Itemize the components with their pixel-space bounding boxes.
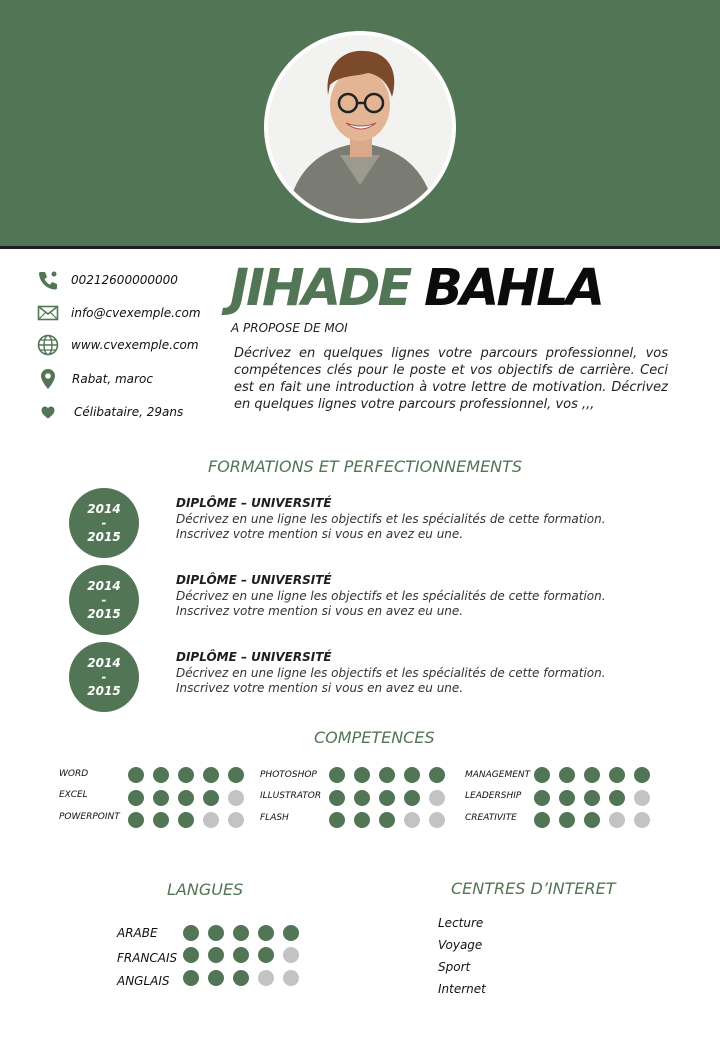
skill-rating — [128, 767, 253, 783]
skill-label: POWERPOINT — [59, 812, 120, 822]
language-label: FRANCAIS — [117, 951, 178, 965]
skill-label: ILLUSTRATOR — [260, 791, 322, 801]
rating-dot-filled — [559, 767, 575, 783]
rating-dot-filled — [379, 812, 395, 828]
formation-year-separator: - — [101, 670, 107, 684]
rating-dot-filled — [329, 790, 345, 806]
rating-dot-filled — [584, 767, 600, 783]
language-label: ARABE — [117, 926, 158, 940]
skill-label: PHOTOSHOP — [260, 770, 317, 780]
phone-icon — [36, 269, 60, 291]
rating-dot-empty — [228, 790, 244, 806]
language-rating — [183, 925, 308, 941]
skill-label: CREATIVITE — [465, 813, 517, 823]
contact-website-text[interactable]: www.cvexemple.com — [71, 338, 199, 352]
skill-label: EXCEL — [59, 790, 88, 800]
location-pin-icon — [36, 368, 60, 390]
interest-item: Sport — [438, 960, 471, 974]
formation-year-start: 2014 — [87, 579, 121, 593]
contact-status — [36, 401, 183, 423]
rating-dot-filled — [429, 767, 445, 783]
rating-dot-filled — [329, 812, 345, 828]
formation-year-start: 2014 — [87, 502, 121, 516]
rating-dot-filled — [584, 812, 600, 828]
rating-dot-filled — [534, 790, 550, 806]
rating-dot-filled — [559, 812, 575, 828]
skill-rating — [534, 790, 659, 806]
formation-year-end: 2015 — [87, 607, 121, 621]
profile-photo — [264, 31, 456, 223]
header-divider — [0, 246, 720, 249]
skill-rating — [329, 790, 454, 806]
contact-website — [36, 334, 199, 356]
rating-dot-filled — [178, 767, 194, 783]
rating-dot-filled — [178, 790, 194, 806]
rating-dot-filled — [609, 767, 625, 783]
rating-dot-filled — [404, 767, 420, 783]
rating-dot-filled — [233, 925, 249, 941]
formation-description: Décrivez en une ligne les objectifs et les spécialités de cette formation. Inscrivez votre mention si vous en avez eu une. — [176, 666, 606, 695]
contact-location-text: Rabat, maroc — [72, 372, 153, 386]
rating-dot-filled — [203, 767, 219, 783]
rating-dot-filled — [258, 925, 274, 941]
rating-dot-empty — [258, 970, 274, 986]
skill-rating — [329, 812, 454, 828]
language-rating — [183, 947, 308, 963]
formation-year-start: 2014 — [87, 656, 121, 670]
rating-dot-filled — [183, 970, 199, 986]
rating-dot-filled — [128, 767, 144, 783]
formation-title: DIPLÔME – UNIVERSITÉ — [176, 496, 332, 510]
skill-label: WORD — [59, 769, 89, 779]
rating-dot-filled — [584, 790, 600, 806]
first-name: JIHADE — [230, 259, 410, 318]
rating-dot-filled — [354, 767, 370, 783]
rating-dot-filled — [329, 767, 345, 783]
about-title: A PROPOSE DE MOI — [231, 321, 348, 335]
formation-year-end: 2015 — [87, 684, 121, 698]
rating-dot-filled — [559, 790, 575, 806]
skill-rating — [128, 812, 253, 828]
envelope-icon — [36, 302, 60, 324]
rating-dot-filled — [534, 767, 550, 783]
rating-dot-filled — [128, 790, 144, 806]
language-label: ANGLAIS — [117, 974, 170, 988]
rating-dot-empty — [283, 970, 299, 986]
contact-phone — [36, 269, 178, 291]
rating-dot-filled — [128, 812, 144, 828]
rating-dot-filled — [208, 970, 224, 986]
rating-dot-filled — [153, 812, 169, 828]
formation-description: Décrivez en une ligne les objectifs et les spécialités de cette formation. Inscrivez votre mention si vous en avez eu une. — [176, 512, 606, 541]
rating-dot-filled — [258, 947, 274, 963]
rating-dot-filled — [208, 947, 224, 963]
skill-rating — [128, 790, 253, 806]
formation-year-end: 2015 — [87, 530, 121, 544]
formations-title: FORMATIONS ET PERFECTIONNEMENTS — [208, 457, 523, 476]
formation-years — [69, 642, 139, 712]
rating-dot-empty — [609, 812, 625, 828]
skill-label: LEADERSHIP — [465, 791, 522, 801]
rating-dot-empty — [404, 812, 420, 828]
skill-rating — [329, 767, 454, 783]
rating-dot-filled — [203, 790, 219, 806]
langues-title: LANGUES — [167, 880, 244, 899]
rating-dot-filled — [233, 947, 249, 963]
rating-dot-filled — [609, 790, 625, 806]
rating-dot-filled — [183, 925, 199, 941]
contact-phone-text: 00212600000000 — [71, 273, 178, 287]
rating-dot-empty — [634, 812, 650, 828]
rating-dot-empty — [429, 812, 445, 828]
rating-dot-filled — [183, 947, 199, 963]
rating-dot-filled — [379, 767, 395, 783]
rating-dot-filled — [233, 970, 249, 986]
rating-dot-filled — [228, 767, 244, 783]
formation-year-separator: - — [101, 516, 107, 530]
skill-label: MANAGEMENT — [465, 770, 531, 780]
full-name — [230, 258, 602, 320]
about-text: Décrivez en quelques lignes votre parcours professionnel, vos compétences clés pour le poste et vos objectifs de carrière. Ceci est en fait une introduction à votre lettre de motivation. Décrivez en quelques lignes votre parcours professionnel, vos ,,, — [234, 346, 668, 412]
rating-dot-filled — [354, 790, 370, 806]
rating-dot-filled — [534, 812, 550, 828]
rating-dot-filled — [404, 790, 420, 806]
rating-dot-filled — [208, 925, 224, 941]
rating-dot-filled — [379, 790, 395, 806]
formation-years — [69, 565, 139, 635]
interest-item: Voyage — [438, 938, 483, 952]
rating-dot-empty — [429, 790, 445, 806]
rating-dot-filled — [634, 767, 650, 783]
skill-rating — [534, 812, 659, 828]
rating-dot-empty — [634, 790, 650, 806]
globe-icon — [36, 334, 60, 356]
language-rating — [183, 970, 308, 986]
skill-label: FLASH — [260, 813, 289, 823]
formation-title: DIPLÔME – UNIVERSITÉ — [176, 650, 332, 664]
heart-icon — [36, 401, 60, 423]
interest-item: Internet — [438, 982, 486, 996]
contact-location — [36, 368, 153, 390]
rating-dot-empty — [283, 947, 299, 963]
interets-title: CENTRES D’INTERET — [451, 879, 616, 898]
profile-photo-illustration — [268, 35, 452, 219]
skill-rating — [534, 767, 659, 783]
rating-dot-filled — [283, 925, 299, 941]
rating-dot-empty — [203, 812, 219, 828]
contact-email — [36, 302, 201, 324]
contact-email-text[interactable]: info@cvexemple.com — [71, 306, 201, 320]
formation-year-separator: - — [101, 593, 107, 607]
formation-years — [69, 488, 139, 558]
formation-title: DIPLÔME – UNIVERSITÉ — [176, 573, 332, 587]
rating-dot-filled — [153, 790, 169, 806]
last-name: BAHLA — [424, 259, 603, 318]
formation-description: Décrivez en une ligne les objectifs et les spécialités de cette formation. Inscrivez votre mention si vous en avez eu une. — [176, 589, 606, 618]
interest-item: Lecture — [438, 916, 484, 930]
competences-title: COMPETENCES — [314, 728, 435, 747]
rating-dot-filled — [354, 812, 370, 828]
rating-dot-filled — [178, 812, 194, 828]
contact-status-text: Célibataire, 29ans — [74, 405, 184, 419]
rating-dot-filled — [153, 767, 169, 783]
rating-dot-empty — [228, 812, 244, 828]
